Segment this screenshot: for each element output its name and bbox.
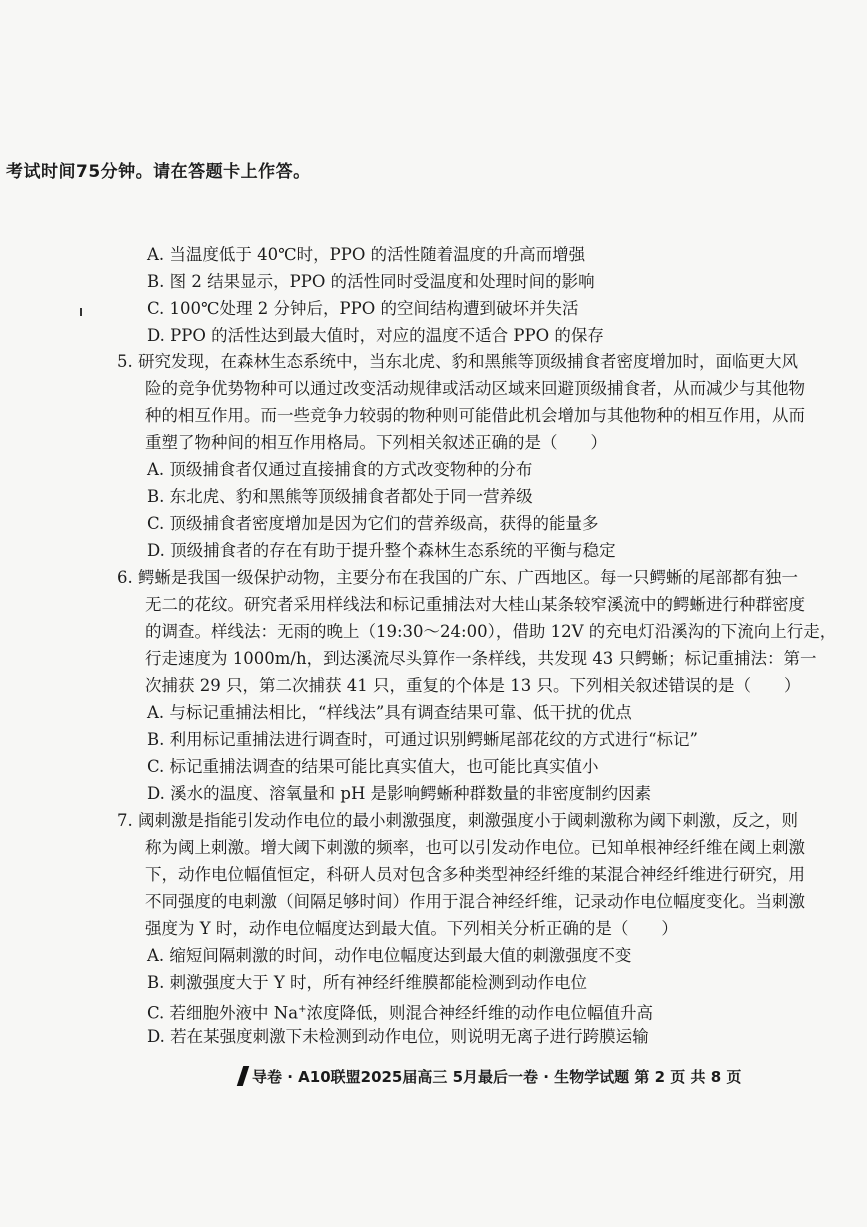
page-footer	[240, 1066, 741, 1087]
q4-option-c: C. 100℃处理 2 分钟后，PPO 的空间结构遭到破坏并失活	[147, 299, 579, 318]
q7-stem-line: 下，动作电位幅值恒定，科研人员对包含多种类型神经纤维的某混合神经纤维进行研究，用	[145, 865, 805, 884]
q7-option-a: A. 缩短间隔刺激的时间，动作电位幅度达到最大值的刺激强度不变	[147, 946, 632, 965]
q4-option-b: B. 图 2 结果显示，PPO 的活性同时受温度和处理时间的影响	[147, 272, 595, 291]
q5-stem-line: 险的竞争优势物种可以通过改变活动规律或活动区域来回避顶级捕食者，从而减少与其他物	[145, 379, 805, 398]
q5-option-b: B. 东北虎、豹和黑熊等顶级捕食者都处于同一营养级	[147, 487, 533, 506]
q7-stem-line: 强度为 Y 时，动作电位幅度达到最大值。下列相关分析正确的是（ ）	[145, 919, 678, 938]
q5-stem-line: 重塑了物种间的相互作用格局。下列相关叙述正确的是（ ）	[145, 433, 607, 452]
q7-stem-line: 7. 阈刺激是指能引发动作电位的最小刺激强度，刺激强度小于阈刺激称为阈下刺激，反之，则	[117, 811, 798, 830]
q6-stem-line: 的调查。样线法：无雨的晚上（19:30～24:00），借助 12V 的充电灯沿溪沟的下流向上行走，	[145, 622, 837, 641]
exam-time-note: 考试时间75分钟。请在答题卡上作答。	[6, 162, 311, 182]
q6-stem-line: 6. 鳄蜥是我国一级保护动物，主要分布在我国的广东、广西地区。每一只鳄蜥的尾部都有独一	[117, 568, 798, 587]
q4-option-a: A. 当温度低于 40℃时，PPO 的活性随着温度的升高而增强	[147, 245, 586, 264]
q6-stem-line: 无二的花纹。研究者采用样线法和标记重捕法对大桂山某条较窄溪流中的鳄蜥进行种群密度	[145, 595, 805, 614]
logo-mark-icon	[237, 1066, 249, 1086]
q6-option-a: A. 与标记重捕法相比，“样线法”具有调查结果可靠、低干扰的优点	[147, 703, 632, 722]
q5-option-d: D. 顶级捕食者的存在有助于提升整个森林生态系统的平衡与稳定	[147, 541, 616, 560]
q6-option-b: B. 利用标记重捕法进行调查时，可通过识别鳄蜥尾部花纹的方式进行“标记”	[147, 730, 698, 749]
q4-option-d: D. PPO 的活性达到最大值时，对应的温度不适合 PPO 的保存	[147, 326, 604, 345]
footer-text: 导卷 · A10联盟2025届高三 5月最后一卷 · 生物学试题 第 2 页 共 8 页	[252, 1068, 742, 1086]
q7-option-d: D. 若在某强度刺激下未检测到动作电位，则说明无离子进行跨膜运输	[147, 1027, 649, 1046]
q5-stem-line: 种的相互作用。而一些竞争力较弱的物种则可能借此机会增加与其他物种的相互作用，从而	[145, 406, 805, 425]
q7-option-b: B. 刺激强度大于 Y 时，所有神经纤维膜都能检测到动作电位	[147, 973, 588, 992]
q5-option-c: C. 顶级捕食者密度增加是因为它们的营养级高，获得的能量多	[147, 514, 599, 533]
q5-stem-line: 5. 研究发现，在森林生态系统中，当东北虎、豹和黑熊等顶级捕食者密度增加时，面临更大风	[117, 352, 798, 371]
q5-option-a: A. 顶级捕食者仅通过直接捕食的方式改变物种的分布	[147, 460, 533, 479]
q7-option-c: C. 若细胞外液中 Na+浓度降低，则混合神经纤维的动作电位幅值升高	[147, 1003, 653, 1023]
q6-stem-line: 行走速度为 1000m/h，到达溪流尽头算作一条样线，共发现 43 只鳄蜥；标记重捕法：第一	[145, 649, 817, 668]
q6-stem-line: 次捕获 29 只，第二次捕获 41 只，重复的个体是 13 只。下列相关叙述错误的是（ ）	[145, 676, 801, 695]
q7-stem-line: 不同强度的电刺激（间隔足够时间）作用于混合神经纤维，记录动作电位幅度变化。当刺激	[145, 892, 805, 911]
q7-stem-line: 称为阈上刺激。增大阈下刺激的频率，也可以引发动作电位。已知单根神经纤维在阈上刺激	[145, 838, 805, 857]
q6-option-c: C. 标记重捕法调查的结果可能比真实值大，也可能比真实值小	[147, 757, 599, 776]
scan-mark	[80, 308, 82, 316]
q6-option-d: D. 溪水的温度、溶氧量和 pH 是影响鳄蜥种群数量的非密度制约因素	[147, 784, 652, 803]
